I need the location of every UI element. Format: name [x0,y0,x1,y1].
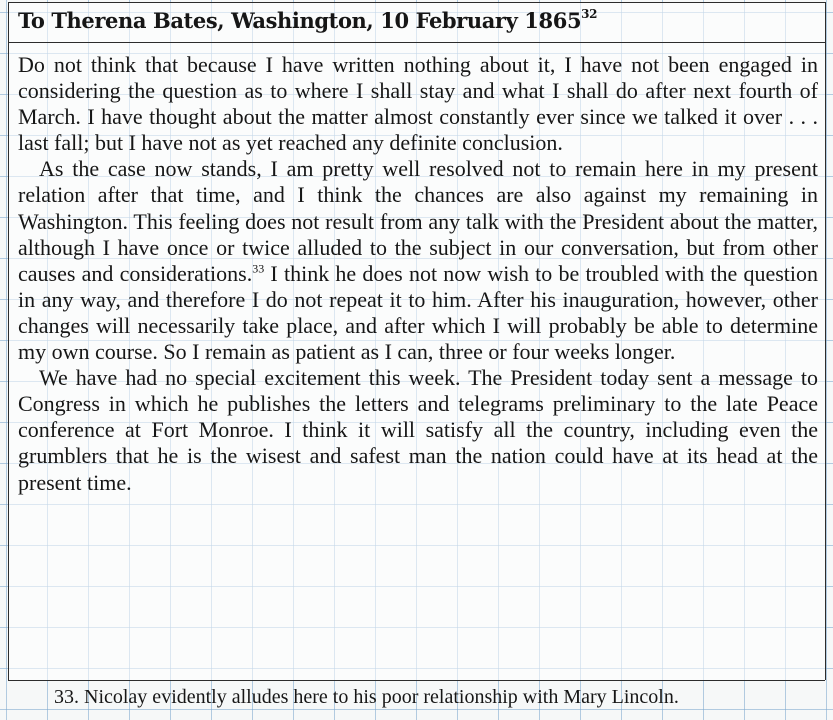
footnote: 33. Nicolay evidently alludes here to his poor relationship with Mary Lincoln. [54,686,679,708]
paragraph-3: We have had no special excitement this week. The President today sent a message to Congress in which he publishes the letters and telegrams preliminary to the late Peace conference at Fort Monroe. I think it will satisfy all the country, including even the grumblers that he is the wisest and safest man the nation could have at its head at the present time. [18,365,818,495]
letter-body [18,52,818,496]
paragraph-2-text-before-note: As the case now stands, I am pretty well resolved not to remain here in my present relation after that time, and I think the chances are also against my remaining in Washington. This feeling does not result from any talk with the President about the matter, although I have once or twice alluded to the subject in our conversation, but from other causes and considerations. [18,156,818,286]
heading-rule [8,42,825,43]
heading-text: To Therena Bates, Washington, 10 February 1865 [18,8,582,33]
top-rule [8,2,825,3]
paragraph-2-text-after-note: I think he does not now wish to be troubled with the question in any way, and therefore I do not repeat it to him. After his inauguration, however, other changes will necessarily take place, and after which I will probably be able to determine my own course. So I remain as patient as I can, three or four weeks longer. [18,260,818,365]
paragraph-1: Do not think that because I have written nothing about it, I have not been engaged in considering the question as to where I shall stay and what I shall do after next fourth of March. I have thought about the matter almost constantly ever since we talked it over . . . last fall; but I have not as yet reached any definite conclusion. [18,52,818,156]
paragraph-2-note-ref: 33 [252,261,265,276]
footnote-rule [8,680,825,681]
letter-heading [18,8,597,33]
heading-note-ref: 32 [581,7,598,21]
paragraph-2 [18,156,818,365]
